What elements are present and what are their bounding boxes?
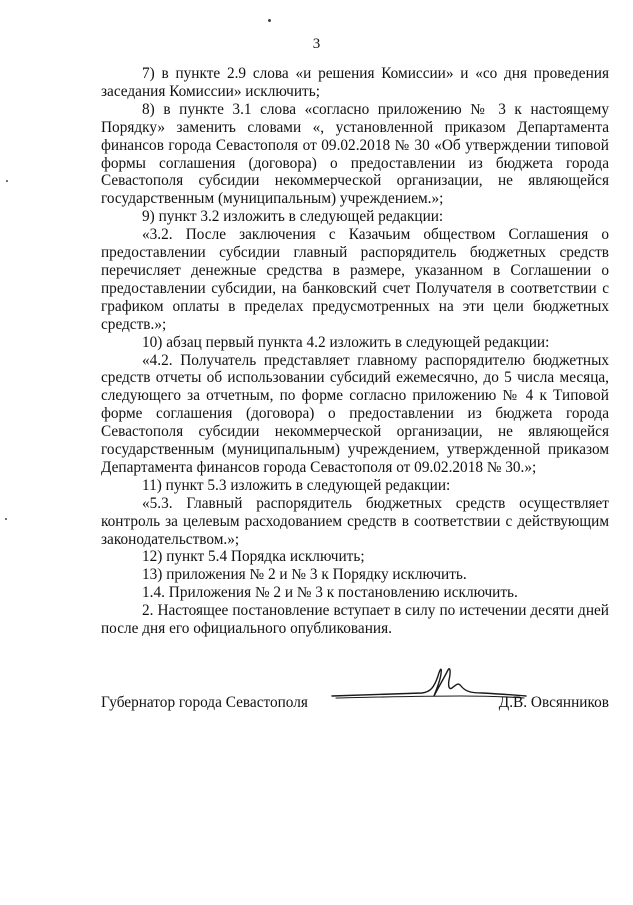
paragraph: 10) абзац первый пункта 4.2 изложить в следующей редакции: bbox=[142, 333, 550, 351]
page-number: 3 bbox=[312, 36, 321, 52]
signer-name: Д.В. Овсянников bbox=[498, 694, 609, 711]
signature-block bbox=[101, 694, 609, 714]
scan-speck bbox=[5, 518, 7, 520]
paragraph: «3.2. После заключения с Казачьим обществом Соглашения о предоставлении субсидии главный распорядитель бюджетных средств перечисляет денежные средства в размере, указанном в Соглашении о предоставлении субсидии, на банковский счет Получателя в соответствии с графиком оплаты в пределах предусмотренных на эти цели бюджетных средств.»; bbox=[101, 226, 609, 333]
paragraph: 12) пункт 5.4 Порядка исключить; bbox=[142, 548, 365, 566]
paragraph: «5.3. Главный распорядитель бюджетных средств осуществляет контроль за целевым расходованием средств в соответствии с действующим законодательством.»; bbox=[101, 494, 609, 548]
paragraph: 1.4. Приложения № 2 и № 3 к постановлению исключить. bbox=[142, 584, 518, 602]
paragraph: 9) пункт 3.2 изложить в следующей редакции: bbox=[142, 208, 444, 226]
signer-position: Губернатор города Севастополя bbox=[101, 694, 308, 711]
paragraph: 2. Настоящее постановление вступает в силу по истечении десяти дней после дня его официального опубликования. bbox=[101, 602, 609, 638]
paragraph: 11) пункт 5.3 изложить в следующей редакции: bbox=[142, 476, 451, 494]
paragraph: «4.2. Получатель представляет главному распорядителю бюджетных средств отчеты об использовании субсидий ежемесячно, до 5 числа месяца, следующего за отчетным, по форме согласно приложению № 4 к Типовой форме соглашения (договора) о предоставлении из бюджета города Севастополя субсидии некоммерческой организации, не являющейся государственным (муниципальным) учреждением, утвержденной приказом Департамента финансов города Севастополя от 09.02.2018 № 30.»; bbox=[101, 351, 609, 476]
document-body bbox=[101, 65, 609, 638]
paragraph: 8) в пункте 3.1 слова «согласно приложению № 3 к настоящему Порядку» заменить словами «, установленной приказом Департамента финансов города Севастополя от 09.02.2018 № 30 «Об утверждении типовой формы соглашения (договора) о предоставлении из бюджета города Севастополя субсидии некоммерческой организации, не являющейся государственным (муниципальным) учреждением.»; bbox=[101, 100, 609, 208]
paragraph: 7) в пункте 2.9 слова «и решения Комиссии» и «со дня проведения заседания Комиссии» исключить; bbox=[101, 65, 609, 100]
scan-speck bbox=[6, 180, 8, 182]
scan-speck bbox=[268, 19, 271, 22]
paragraph: 13) приложения № 2 и № 3 к Порядку исключить. bbox=[142, 566, 467, 584]
